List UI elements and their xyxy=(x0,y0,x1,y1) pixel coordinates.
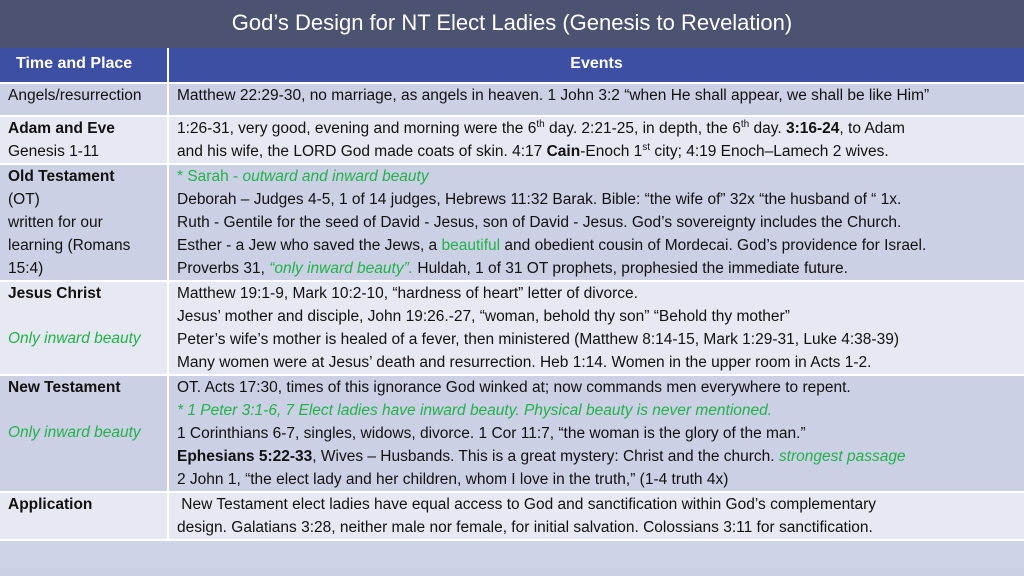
event-line xyxy=(177,117,1020,140)
text: and obedient cousin of Mordecai. God’s providence for Israel. xyxy=(500,237,927,254)
bold-text: Cain xyxy=(546,143,581,160)
event-line: design. Galatians 3:28, neither male nor female, for initial salvation. Colossians 3:11 for sanctification. xyxy=(177,519,873,536)
bold-text: Ephesians 5:22-33 xyxy=(177,448,313,465)
row-label-adam-eve xyxy=(0,116,168,164)
spacer xyxy=(8,399,163,421)
text: , Wives – Husbands. This is a great mystery: Christ and the church. xyxy=(312,448,779,465)
text: , to Adam xyxy=(839,120,905,137)
text: Huldah, 1 of 31 OT prophets, prophesied the immediate future. xyxy=(413,260,848,277)
event-line: OT. Acts 17:30, times of this ignorance God winked at; now commands men everywhere to repent. xyxy=(177,379,851,396)
bold-text: 3:16-24 xyxy=(785,120,840,137)
superscript: th xyxy=(536,118,545,130)
text: 1:26-31, very good, evening and morning were the 6 xyxy=(177,120,537,137)
row-label-jesus-christ xyxy=(0,281,168,375)
label-sub: Genesis 1-11 xyxy=(8,143,100,160)
header-time-place: Time and Place xyxy=(0,48,168,83)
row-events-jesus-christ xyxy=(168,281,1024,375)
row-events-angels: Matthew 22:29-30, no marriage, as angels in heaven. 1 John 3:2 “when He shall appear, we shall be like Him” xyxy=(168,83,1024,116)
event-line xyxy=(177,234,1020,257)
green-italic-text: outward and inward beauty xyxy=(242,168,429,185)
label-title: Adam and Eve xyxy=(8,120,115,137)
label-title: Jesus Christ xyxy=(8,285,102,302)
label-sub: (OT) xyxy=(8,191,40,208)
row-label-angels: Angels/resurrection xyxy=(0,83,168,116)
text: city; 4:19 Enoch–Lamech 2 wives. xyxy=(650,143,889,160)
row-label-new-testament xyxy=(0,375,168,492)
green-text: beautiful xyxy=(441,237,501,254)
label-sub: 15:4) xyxy=(8,260,44,277)
event-line: Many women were at Jesus’ death and resurrection. Heb 1:14. Women in the upper room in Acts 1-2. xyxy=(177,354,872,371)
row-label-application: Application xyxy=(0,492,168,540)
superscript: th xyxy=(740,118,750,130)
table-row xyxy=(0,492,1024,540)
row-events-new-testament xyxy=(168,375,1024,492)
text: Proverbs 31, xyxy=(177,260,270,277)
label-note: Only inward beauty xyxy=(8,424,141,441)
slide-title: God’s Design for NT Elect Ladies (Genesis to Revelation) xyxy=(0,0,1024,48)
superscript: st xyxy=(642,141,651,153)
label-title: Old Testament xyxy=(8,168,115,185)
text: day. 2:21-25, in depth, the 6 xyxy=(544,120,741,137)
event-line xyxy=(177,445,1020,468)
event-line xyxy=(177,257,1020,280)
header-events: Events xyxy=(168,48,1024,83)
text: -Enoch 1 xyxy=(580,143,643,160)
event-line: Matthew 19:1-9, Mark 10:2-10, “hardness of heart” letter of divorce. xyxy=(177,285,638,302)
event-line: Deborah – Judges 4-5, 1 of 14 judges, Hebrews 11:32 Barak. Bible: “the wife of” 32x “the husband of “ 1x. xyxy=(177,191,902,208)
label-note: Only inward beauty xyxy=(8,330,141,347)
table-row xyxy=(0,375,1024,492)
green-italic-text: strongest passage xyxy=(778,448,906,465)
spacer xyxy=(8,305,163,327)
green-text: * Sarah - xyxy=(177,168,243,185)
event-line: 1 Corinthians 6-7, singles, widows, divorce. 1 Cor 11:7, “the woman is the glory of the man.” xyxy=(177,425,806,442)
bottom-strip xyxy=(0,568,1024,576)
event-line: 2 John 1, “the elect lady and her children, whom I love in the truth,” (1-4 truth 4x) xyxy=(177,471,729,488)
event-line-highlight: * 1 Peter 3:1-6, 7 Elect ladies have inward beauty. Physical beauty is never mentioned. xyxy=(177,402,773,419)
row-events-adam-eve xyxy=(168,116,1024,164)
events-table xyxy=(0,48,1024,541)
row-label-old-testament xyxy=(0,164,168,281)
text: day. xyxy=(749,120,786,137)
event-line xyxy=(177,140,1020,163)
row-events-application xyxy=(168,492,1024,540)
event-line: Ruth - Gentile for the seed of David - Jesus, son of David - Jesus. God’s sovereignty includes the Church. xyxy=(177,214,902,231)
event-line: New Testament elect ladies have equal access to God and sanctification within God’s complementary xyxy=(177,496,877,513)
label-sub: learning (Romans xyxy=(8,237,131,254)
event-line xyxy=(177,165,1020,188)
green-italic-text: “only inward beauty”. xyxy=(269,260,414,277)
label-sub: written for our xyxy=(8,214,103,231)
table-header-row xyxy=(0,48,1024,83)
table-row xyxy=(0,83,1024,116)
text: and his wife, the LORD God made coats of skin. 4:17 xyxy=(177,143,547,160)
row-events-old-testament xyxy=(168,164,1024,281)
event-line: Peter’s wife’s mother is healed of a fever, then ministered (Matthew 8:14-15, Mark 1:29-31, Luke 4:38-39) xyxy=(177,331,899,348)
text: Esther - a Jew who saved the Jews, a xyxy=(177,237,442,254)
event-line: Jesus’ mother and disciple, John 19:26.-27, “woman, behold thy son” “Behold thy mother” xyxy=(177,308,790,325)
table-row xyxy=(0,164,1024,281)
table-row xyxy=(0,116,1024,164)
table-row xyxy=(0,281,1024,375)
label-title: New Testament xyxy=(8,379,121,396)
